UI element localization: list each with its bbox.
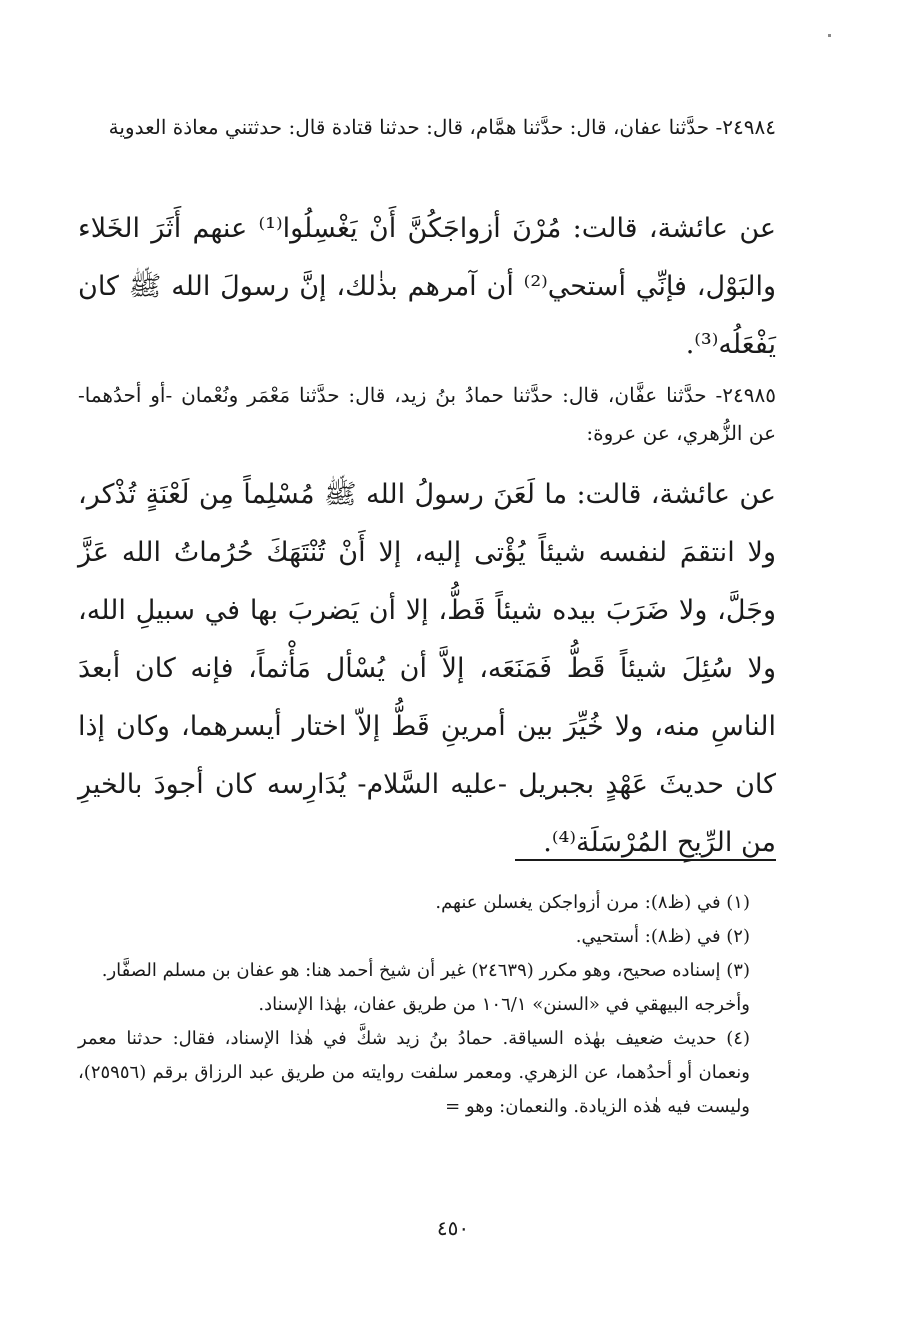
hadith-24984-matn: عن عائشة، قالت: مُرْنَ أزواجَكُنَّ أَنْ يَغْسِلُوا⁽¹⁾ عنهم أَثَرَ الخَلاء والبَوْل، فإنِّي أستحي⁽²⁾ أن آمرهم بذٰلك، إنَّ رسولَ الله ﷺ كان يَفْعَلُه⁽³⁾. — [78, 213, 776, 360]
page-number: ٤٥٠ — [436, 1216, 470, 1240]
hadith-24984-isnad: ٢٤٩٨٤- حدَّثنا عفان، قال: حدَّثنا همَّام، قال: حدثنا قتادة قال: حدثتني معاذة العدوية — [108, 115, 776, 139]
footnote-4: (٤) حديث ضعيف بهٰذه السياقة. حمادُ بنُ زيد شكَّ في هٰذا الإسناد، فقال: حدثنا معمر ونعمان أو أحدُهما، عن الزهري. ومعمر سلفت روايته من طريق عبد الرزاق برقم (٢٥٩٥٦)، وليست فيه هٰذه الزيادة. والنعمان: وهو = — [78, 1028, 750, 1117]
scan-mark — [828, 34, 831, 37]
footnote-3: (٣) إسناده صحيح، وهو مكرر (٢٤٦٣٩) غير أن شيخ أحمد هنا: هو عفان بن مسلم الصفَّار. — [101, 960, 750, 981]
hadith-24985-isnad: ٢٤٩٨٥- حدَّثنا عفَّان، قال: حدَّثنا حمادُ بنُ زيد، قال: حدَّثنا مَعْمَر ونُعْمان -أو أحدُهما- عن الزُّهري، عن عروة: — [78, 383, 776, 445]
footnote-3-continuation: وأخرجه البيهقي في «السنن» ١٠٦/١ من طريق عفان، بهٰذا الإسناد. — [258, 994, 750, 1015]
footnote-2: (٢) في (ظ٨): أستحيي. — [575, 926, 750, 947]
footnote-divider — [515, 859, 776, 861]
hadith-24985-matn: عن عائشة، قالت: ما لَعَنَ رسولُ الله ﷺ مُسْلِماً مِن لَعْنَةٍ تُذْكر، ولا انتقمَ لنفسه شيئاً يُؤْتى إليه، إلا أَنْ تُنْتَهَكَ حُرُماتُ الله عَزَّ وجَلَّ، ولا ضَرَبَ بيده شيئاً قَطُّ، إلا أن يَضربَ بها في سبيلِ الله، ولا سُئِلَ شيئاً قَطُّ فَمَنَعَه، إلاَّ أن يُسْأل مَأْثماً، فإنه كان أبعدَ الناسِ منه، ولا خُيِّرَ بين أمرينِ قَطُّ إلاّ اختار أيسرهما، وكان إذا كان حديثَ عَهْدٍ بجبريل -عليه السَّلام- يُدَارِسه كان أجودَ بالخيرِ من الرِّيحِ المُرْسَلَة⁽⁴⁾. — [78, 479, 776, 858]
footnotes-section — [78, 886, 776, 1124]
footnote-1: (١) في (ظ٨): مرن أزواجكن يغسلن عنهم. — [435, 892, 750, 913]
